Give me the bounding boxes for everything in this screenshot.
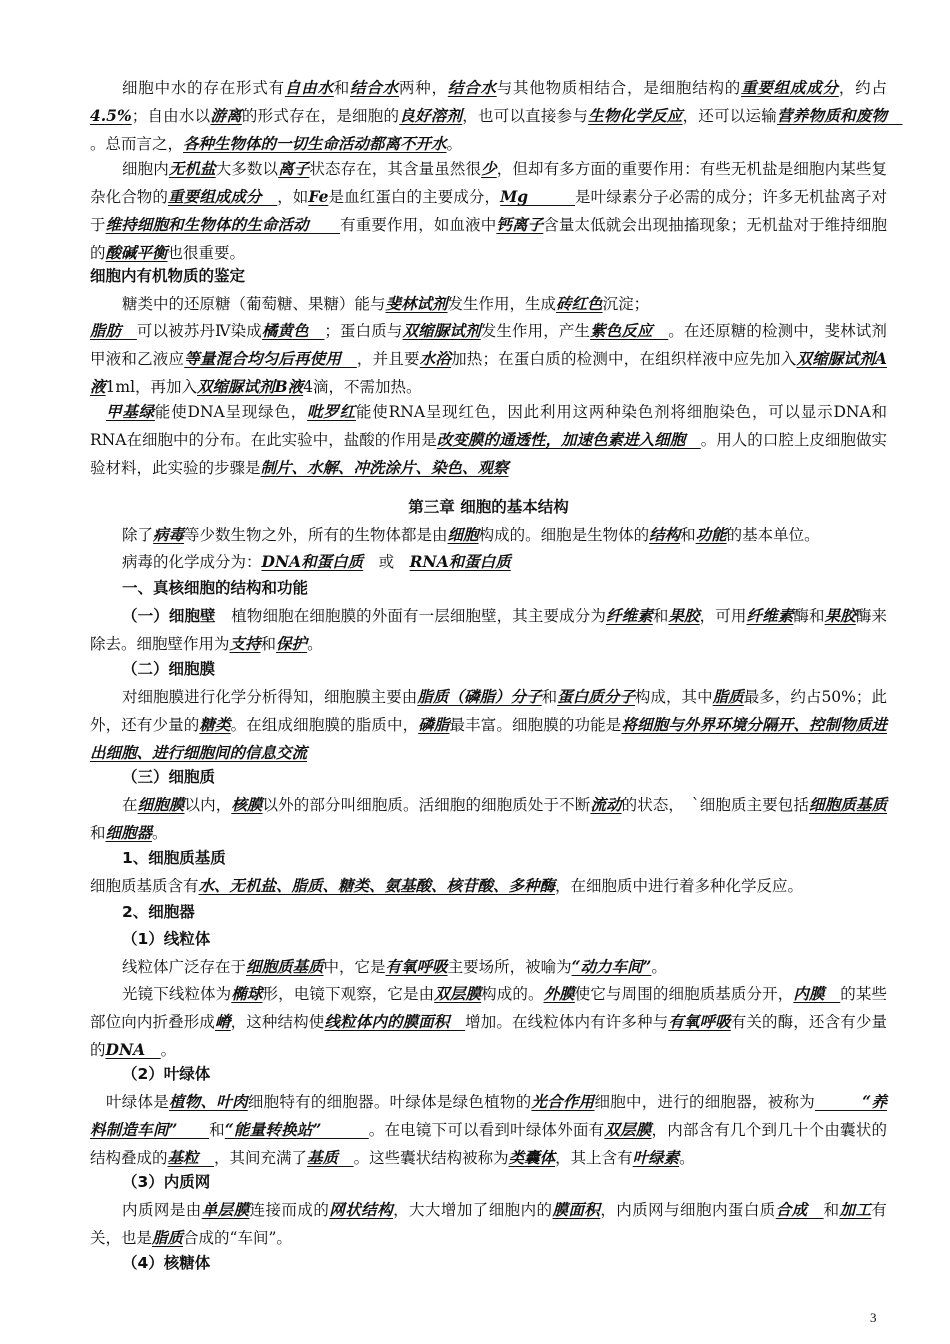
answer-blank: 4.5% (90, 106, 132, 125)
answer-blank: 吡罗红 (307, 402, 356, 421)
para-inorganic-salts (90, 155, 887, 267)
answer-blank: 细胞质基质 (246, 957, 324, 976)
text-run: ，其间充满了 (214, 1149, 308, 1167)
text-run: 内质网是由 (122, 1201, 202, 1219)
answer-blank: 砖红色 (556, 294, 603, 313)
text-run: 能使DNA呈现绿色， (154, 403, 308, 421)
text-run: 病毒的化学成分为： (122, 553, 262, 571)
answer-blank: 斐林试剂 (385, 294, 448, 313)
text-run: 合成的“车间”。 (183, 1229, 292, 1247)
answer-blank: 无机盐 (168, 159, 216, 178)
answer-blank: 有氧呼吸 (385, 957, 448, 976)
text-run: 和 (823, 1201, 840, 1219)
text-run: 或 (363, 553, 410, 571)
text-run: 也很重要。 (167, 244, 246, 262)
answer-blank: “动力车间” (571, 957, 652, 976)
answer-blank: 蛋白质分子 (557, 687, 635, 706)
answer-blank: 单层膜 (201, 1200, 250, 1219)
answer-blank: 少 (481, 159, 497, 178)
answer-blank: 流动 (590, 795, 622, 814)
text-run: 。 (307, 635, 323, 653)
answer-blank: Mg (500, 187, 576, 206)
answer-blank: 病毒 (153, 525, 185, 544)
text-run: 在 (122, 796, 138, 814)
text-run: 构成的。细胞是生物体的 (478, 526, 650, 544)
para-cell-wall (90, 602, 887, 658)
para-mitochondria-2 (90, 980, 887, 1064)
text-run: ，其上含有 (555, 1149, 633, 1167)
text-run: 构成的。 (481, 985, 544, 1003)
text-run: 除了 (122, 526, 154, 544)
text-run: 酶来除去。细胞壁作用为 (90, 607, 887, 653)
answer-blank: 椭球 (231, 984, 263, 1003)
text-run: 。这些囊状结构被称为 (353, 1149, 509, 1167)
text-run: 可以被苏丹Ⅳ染成 (136, 322, 262, 340)
para-dna-rna-staining (90, 398, 887, 482)
para-fat-protein (90, 317, 887, 401)
text-run: ，内质网与细胞内蛋白质 (600, 1201, 776, 1219)
answer-blank: “养料制造车间” (90, 1092, 887, 1139)
text-run: 和 (333, 79, 351, 97)
text-run: 叶绿体是 (106, 1093, 170, 1111)
text-run: 。 (446, 135, 463, 153)
answer-blank: 酸碱平衡 (105, 243, 168, 262)
text-run: 糖类中的还原糖（葡萄糖、果糖）能与 (122, 295, 386, 313)
text-run: ，内部含有几个到几十个由囊状的结构叠成的 (90, 1121, 887, 1167)
answer-blank: 果胶 (668, 606, 700, 625)
answer-blank: 离子 (278, 159, 310, 178)
answer-blank: 脂质 (152, 1228, 184, 1247)
text-run: 最多，约占50%；此外，还有少量的 (90, 688, 887, 734)
para-virus-composition (90, 548, 887, 576)
text-run: ；蛋白质与 (324, 322, 403, 340)
answer-blank: 加工 (839, 1200, 872, 1219)
page-number: 3 (870, 1310, 877, 1325)
answer-blank: 水浴 (419, 349, 452, 368)
text-run: 对细胞膜进行化学分析得知，细胞膜主要由 (122, 688, 418, 706)
answer-blank: 糖类 (199, 715, 231, 734)
answer-blank: 脂质（磷脂）分子 (417, 687, 542, 706)
text-run: 和 (680, 526, 696, 544)
text-run: 。 (152, 824, 168, 842)
answer-blank: 核膜 (231, 795, 263, 814)
answer-blank: 双缩脲试剂A液 (90, 349, 887, 396)
heading-eukaryotic: 一、真核细胞的结构和功能 (122, 579, 309, 597)
answer-blank: 良好溶剂 (399, 106, 463, 125)
text-run: ，这种结构使 (230, 1013, 325, 1031)
answer-blank: 磷脂 (418, 715, 450, 734)
text-run: 以内， (184, 796, 232, 814)
text-run: 的基本单位。 (726, 526, 820, 544)
text-run: ，如 (277, 188, 309, 206)
answer-blank: Fe (308, 187, 329, 206)
answer-blank: 钙离子 (496, 215, 544, 234)
answer-blank: 重要组成成分 (741, 78, 839, 97)
text-run: 有关，也是 (90, 1201, 887, 1247)
text-run: 的某些部位向内折叠形成 (90, 985, 887, 1031)
answer-blank: 保护 (276, 634, 308, 653)
text-run: 两种， (398, 79, 448, 97)
para-cytosol (90, 872, 887, 900)
text-run: 光镜下线粒体为 (122, 985, 232, 1003)
text-run: 加热；在蛋白质的检测中，在组织样液中应先加入 (451, 350, 797, 368)
text-run: 酶和 (793, 607, 825, 625)
answer-blank: 纤维素 (605, 606, 653, 625)
text-run: 主要场所，被喻为 (447, 958, 572, 976)
text-run: 。在还原糖的检测中，斐林试剂甲液和乙液应 (90, 322, 887, 368)
answer-blank: 有氧呼吸 (668, 1012, 731, 1031)
text-run: 能使RNA呈现红色，因此利用这两种染色剂将细胞染色，可以显示DNA和RNA在细胞中的分布。在此实验中，盐酸的作用是 (90, 403, 887, 449)
text-run: 构成，其中 (634, 688, 713, 706)
text-run: 4滴，不需加热。 (303, 378, 422, 396)
answer-blank: 水、无机盐、脂质、糖类、氨基酸、核苷酸、多种酶 (198, 876, 556, 895)
text-run: 。 (160, 1041, 177, 1059)
heading-organelles: 2、细胞器 (122, 903, 195, 921)
text-run: 使它与周围的细胞质基质分开， (574, 985, 794, 1003)
text-run: ，还可以运输 (682, 107, 778, 125)
text-run: 含量太低就会出现抽搐现象；无机盐对于维持细胞的 (90, 216, 887, 262)
chapter-title: 第三章 细胞的基本结构 (408, 498, 569, 516)
text-run: ，并且要 (356, 350, 420, 368)
heading-ribosome: （4）核糖体 (122, 1254, 211, 1272)
answer-blank: 结构 (649, 525, 681, 544)
text-run: 。总而言之， (90, 135, 184, 153)
text-run: 细胞特有的细胞器。叶绿体是绿色植物的 (247, 1093, 532, 1111)
text-run: 与其他物质相结合，是细胞结构的 (496, 79, 742, 97)
answer-blank: 膜面积 (552, 1200, 601, 1219)
heading-cytoplasm: （三）细胞质 (122, 768, 216, 786)
answer-blank: 基粒 (167, 1148, 215, 1167)
para-chloroplast (90, 1088, 887, 1172)
answer-blank: 网状结构 (329, 1200, 394, 1219)
heading-cell-membrane: （二）细胞膜 (122, 660, 216, 678)
answer-blank: 细胞器 (105, 823, 153, 842)
text-run: 状态存在，其含量虽然很 (309, 160, 482, 178)
para-reducing-sugar (90, 290, 887, 318)
text-run: 细胞中，进行的细胞器，被称为 (594, 1093, 816, 1111)
text-run: 的状态， `细胞质主要包括 (621, 796, 810, 814)
text-run: 细胞中水的存在形式有 (122, 79, 285, 97)
answer-blank: 功能 (695, 525, 727, 544)
answer-blank: 改变膜的通透性，加速色素进入细胞 (436, 430, 701, 449)
answer-blank: 果胶 (824, 606, 856, 625)
answer-blank: 双层膜 (604, 1120, 652, 1139)
answer-blank: 植物、叶肉 (169, 1092, 248, 1111)
text-run: 形，电镜下观察，它是由 (262, 985, 435, 1003)
para-cell-membrane (90, 683, 887, 767)
answer-blank: 类囊体 (508, 1148, 556, 1167)
answer-blank: 线粒体内的膜面积 (324, 1012, 466, 1031)
answer-blank: 双缩脲试剂B液 (197, 377, 304, 396)
answer-blank: 基质 (307, 1148, 354, 1167)
text-run: 等少数生物之外，所有的生物体都是由 (184, 526, 448, 544)
answer-blank: 外膜 (543, 984, 575, 1003)
text-run: 。在组成细胞膜的脂质中， (230, 716, 419, 734)
answer-blank: 将细胞与外界环境分隔开、控制物质进出细胞、进行细胞间的信息交流 (90, 715, 887, 762)
answer-blank: 细胞膜 (137, 795, 185, 814)
answer-blank: RNA和蛋白质 (409, 552, 511, 571)
text-run: 1ml，再加入 (105, 378, 198, 396)
heading-cytosol: 1、细胞质基质 (122, 849, 226, 867)
para-er (90, 1196, 887, 1252)
answer-blank: 结合水 (447, 78, 497, 97)
answer-blank: 脂肪 (90, 321, 137, 340)
answer-blank: 细胞 (447, 525, 479, 544)
answer-blank: 各种生物体的一切生命活动都离不开水 (183, 134, 447, 153)
text-run: 大多数以 (215, 160, 279, 178)
answer-blank: 内膜 (793, 984, 841, 1003)
heading-organic-identification: 细胞内有机物质的鉴定 (90, 267, 246, 285)
text-run: 增加。在线粒体内有许多种与 (465, 1013, 669, 1031)
text-run: 。 (679, 1149, 695, 1167)
answer-blank: 营养物质和废物 (777, 106, 903, 125)
answer-blank: 纤维素 (746, 606, 794, 625)
text-run: 细胞质基质含有 (90, 877, 199, 895)
para-water (90, 74, 903, 158)
answer-blank: 叶绿素 (632, 1148, 680, 1167)
text-run: 沉淀； (602, 295, 650, 313)
answer-blank: 等量混合均匀后再使用 (184, 349, 357, 368)
answer-blank: “能量转换站” (224, 1120, 369, 1139)
text-run: 发生作用，生成 (447, 295, 557, 313)
text-run: 有关的酶，还含有少量的 (90, 1013, 887, 1059)
text-run: 发生作用，产生 (480, 322, 591, 340)
text-run: 的形式存在，是细胞的 (241, 107, 400, 125)
text-run: 有重要作用，如血液中 (340, 216, 497, 234)
answer-blank: 脂质 (712, 687, 744, 706)
text-run: ，在细胞质中进行着多种化学反应。 (555, 877, 804, 895)
answer-blank: 甲基绿 (106, 402, 155, 421)
answer-blank: 重要组成成分 (168, 187, 278, 206)
text-run: ，大大增加了细胞内的 (393, 1201, 553, 1219)
text-run: ；自由水以 (131, 107, 211, 125)
text-run: 和 (260, 635, 277, 653)
answer-blank: 合成 (775, 1200, 824, 1219)
answer-blank: DNA (105, 1040, 161, 1059)
inline-heading: （一）细胞壁 (122, 607, 216, 625)
text-run: 和 (90, 824, 106, 842)
text-run: 以外的部分叫细胞质。活细胞的细胞质处于不断 (262, 796, 591, 814)
text-run: 和 (541, 688, 558, 706)
text-run: 。 (651, 958, 667, 976)
para-mitochondria-1 (90, 953, 887, 981)
answer-blank: 橘黄色 (261, 321, 325, 340)
text-run: 和 (209, 1121, 225, 1139)
text-run: 细胞内 (122, 160, 169, 178)
heading-chloroplast: （2）叶绿体 (122, 1065, 211, 1083)
answer-blank: 光合作用 (531, 1092, 595, 1111)
answer-blank: 支持 (229, 634, 261, 653)
answer-blank: 结合水 (350, 78, 399, 97)
text-run: ，约占 (838, 79, 887, 97)
answer-blank: 嵴 (215, 1012, 231, 1031)
text-run: 中，它是 (323, 958, 386, 976)
answer-blank: 维持细胞和生物体的生命活动 (105, 215, 341, 234)
answer-blank: 双缩脲试剂 (402, 321, 481, 340)
answer-blank: DNA和蛋白质 (261, 552, 364, 571)
text-run: 线粒体广泛存在于 (122, 958, 247, 976)
text-run: ，也可以直接参与 (462, 107, 589, 125)
answer-blank: 紫色反应 (590, 321, 669, 340)
answer-blank: 自由水 (284, 78, 334, 97)
para-cell-unit (90, 521, 887, 549)
heading-er: （3）内质网 (122, 1173, 211, 1191)
text-run: 。用人的口腔上皮细胞做实验材料，此实验的步骤是 (90, 431, 887, 477)
answer-blank: 游离 (210, 106, 242, 125)
answer-blank: 制片、水解、冲洗涂片、染色、观察 (260, 458, 509, 477)
text-run: 和 (652, 607, 669, 625)
answer-blank: 细胞质基质 (809, 795, 887, 814)
text-run: 植物细胞在细胞膜的外面有一层细胞壁，其主要成分为 (215, 607, 606, 625)
text-run: 是血红蛋白的主要成分， (328, 188, 501, 206)
text-run: 是叶绿素分子必需的成分；许多无机盐离子对于 (90, 188, 887, 234)
text-run: 最丰富。细胞膜的功能是 (449, 716, 622, 734)
para-cytoplasm (90, 791, 887, 847)
answer-blank: 生物化学反应 (588, 106, 683, 125)
text-run: 。在电镜下可以看到叶绿体外面有 (368, 1121, 605, 1139)
text-run: ，但却有多方面的重要作用：有些无机盐是细胞内某些复杂化合物的 (90, 160, 887, 206)
text-run: 连接而成的 (249, 1201, 330, 1219)
text-run: ，可用 (699, 607, 747, 625)
heading-mitochondria: （1）线粒体 (122, 930, 211, 948)
answer-blank: 双层膜 (434, 984, 482, 1003)
